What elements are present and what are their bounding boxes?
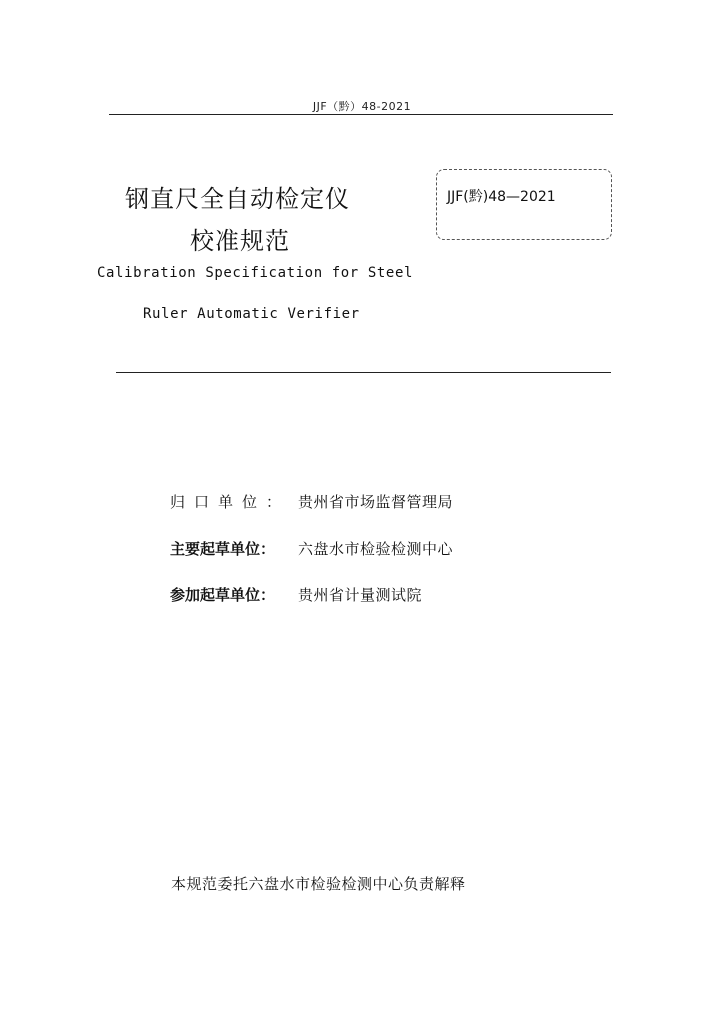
header-standard-code: JJF（黔）48-2021 xyxy=(312,100,412,113)
org-value-main-drafter: 六盘水市检验检测中心 xyxy=(298,540,454,558)
title-english-line2: Ruler Automatic Verifier xyxy=(143,306,360,322)
org-row-main-drafter xyxy=(170,538,453,559)
org-label-main-drafter: 主要起草单位： xyxy=(170,540,276,558)
org-row-participating-drafter xyxy=(170,584,422,605)
header-divider xyxy=(109,114,613,115)
title-chinese-line2: 校准规范 xyxy=(190,227,290,255)
org-value-participating-drafter: 贵州省计量测试院 xyxy=(298,586,423,604)
title-chinese-line1: 钢直尺全自动检定仪 xyxy=(125,185,350,213)
standard-code-box-text: JJF(黔)48—2021 xyxy=(447,189,556,205)
title-english-line1: Calibration Specification for Steel xyxy=(97,265,414,281)
interpretation-note: 本规范委托六盘水市检验检测中心负责解释 xyxy=(171,875,466,893)
org-label-participating-drafter: 参加起草单位： xyxy=(170,586,276,604)
org-value-responsible: 贵州省市场监督管理局 xyxy=(298,493,454,511)
title-divider xyxy=(116,372,611,373)
org-row-responsible xyxy=(170,491,453,512)
org-label-responsible: 归口单位： xyxy=(170,493,291,511)
